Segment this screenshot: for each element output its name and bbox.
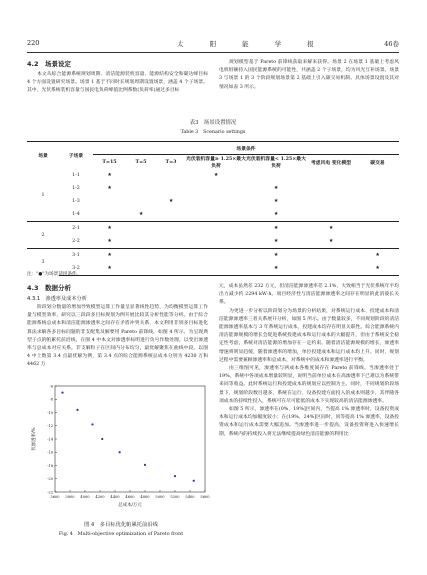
condition-empty	[186, 195, 246, 208]
section-title-4-3: 4.3 数据分析	[27, 284, 72, 292]
col-header-scene: 场景	[27, 142, 59, 170]
condition-empty	[356, 195, 399, 208]
condition-mark: ★	[328, 239, 334, 244]
data-point	[144, 464, 146, 466]
paragraph: 为更进一步分析以阶段划分为场景的分析结果，对系统运行成本、投建成本和清洁能源渗透率三者关系展开分析，如图 5 所示。由于数量较多，不同规划阶段的清洁能源渗透率基本与 3 年系统运行成本，投建成本均存在明显关联性。综合能源系统内清洁能源规模的增长会促进系统投建成本和运行成本的大幅提升，但由于系统安全稳定性考虑，系统对清洁能源的增加存在一定约束。随着清洁能源规模的增长，渗透率增速将明显趋缓，随着渗透率的增加，单位投建成本和运行成本均上升。同时，规划过程中需要兼顾渗透率和总成本，对系统中的成本和渗透率进行平衡。	[219, 308, 399, 363]
figure-caption-en: Fig. 4 Multi-objective optimization of Pareto front	[58, 532, 184, 537]
y-tick-label: -20	[47, 477, 53, 482]
scene-cell: 3	[27, 249, 59, 276]
condition-empty	[156, 235, 186, 249]
x-tick-label: 5600	[200, 495, 210, 499]
condition-empty	[126, 169, 156, 182]
condition-mark: ★	[107, 173, 112, 178]
condition-empty	[186, 262, 246, 276]
condition-empty	[156, 208, 186, 222]
sub-scene-cell: 2-1	[59, 222, 93, 236]
data-point	[61, 392, 63, 394]
sub-scene-cell: 1-1	[72, 173, 80, 178]
x-tick-label: 4600	[125, 495, 135, 499]
sub-scene-cell: 1-3	[72, 199, 80, 204]
condition-empty	[156, 169, 186, 182]
figure-caption: 图 4 多目标优化帕累托前沿线	[84, 522, 158, 528]
cond-carbon-trade: 碳交易	[370, 159, 385, 166]
condition-empty	[186, 222, 246, 236]
condition-empty	[93, 208, 126, 222]
condition-mark: ★	[246, 262, 306, 276]
condition-mark: ★	[273, 212, 279, 217]
cond-t3: T=3	[165, 159, 177, 165]
condition-mark: ★	[246, 222, 306, 236]
condition-empty	[186, 208, 246, 222]
plot-frame	[55, 386, 205, 492]
sub-scene-cell: 1-2	[72, 186, 80, 191]
x-tick-label: 5200	[170, 495, 180, 499]
y-tick-label: -10	[47, 410, 53, 415]
cond-pv-low: 光伏装机容量< 1.25×最大负荷	[246, 156, 306, 169]
sub-scene-cell: 3-2	[59, 262, 93, 276]
col-header-conditions: 场景条件	[93, 142, 399, 155]
condition-empty	[306, 182, 356, 195]
paragraph: 阶段划分数量的增加导致模型运算工作量呈显著线性趋势，为均衡模型运算工作量与模型效率，研究以三段段多目标规划为例开展比较其分析性能等分析。由于综合能源系统总成本和清洁能源渗透率之间存在矛盾冲突关系，本文利用非别多目标进化算法求解各多目标问题的非支配集及解要用 Pareto 前锋线，如图 4 所示。为呈现典型子点的帕累托前沿线，在图 4 中本文对渗透率标明进行负号作数处理。以变出渗透率与总成本对应关系。非支解粒子在区间内分布均匀，最优解聚焦在曲线中段。以图 4 中上数第 3.4 点最优解为例，第 3.4 点的综合能源系统总成本分别为 4230 万和 4462 万	[27, 305, 208, 368]
condition-empty	[156, 249, 186, 263]
condition-empty	[306, 249, 356, 263]
table-row	[27, 195, 399, 208]
condition-empty	[356, 208, 399, 222]
paragraph: 元，成本虽然差 232 万元，但清洁能源渗透率差 2.1%，大致相当于光伏系统年平均出力减少约 2294 kW·h。项目经济性与清洁能源渗透率之间存在明显的此消彼长关系。	[219, 284, 399, 306]
condition-empty	[156, 182, 186, 195]
y-axis-label: 负渗透率/%	[32, 427, 37, 451]
condition-mark: ★	[356, 262, 399, 276]
data-point	[101, 438, 103, 440]
sub-scene-cell: 1-4	[72, 212, 80, 217]
x-tick-label: 4200	[95, 495, 105, 499]
table-row	[27, 262, 399, 276]
table-caption: 表3 场景设置情况	[189, 120, 237, 126]
condition-empty	[186, 235, 246, 249]
scenario-table	[27, 141, 399, 276]
x-tick-label: 4800	[140, 495, 150, 499]
y-tick-label: -8	[49, 397, 53, 402]
data-point	[174, 475, 176, 477]
table-note: 注："●"为场景适用条件。	[27, 272, 82, 277]
x-tick-label: 3600	[50, 495, 60, 499]
y-tick-label: -18	[47, 463, 53, 468]
section-title-4-2: 4.2 场景设定	[27, 60, 72, 68]
condition-empty	[126, 262, 156, 276]
table-row	[27, 208, 399, 222]
condition-mark: ★	[138, 212, 144, 217]
subsection-title-4-3-1: 4.3.1 渗透率及成本分析	[27, 296, 87, 302]
condition-empty	[356, 222, 399, 236]
left-top-column	[27, 59, 208, 96]
condition-mark: ★	[93, 249, 126, 263]
x-tick-label: 4400	[110, 495, 120, 499]
sub-scene-cell: 3-1	[59, 249, 93, 263]
page-number: 220	[27, 39, 40, 47]
x-tick-label: 5000	[155, 495, 165, 499]
pareto-front-chart	[27, 380, 215, 515]
condition-mark: ★	[356, 249, 399, 263]
left-bottom-column	[27, 283, 208, 370]
condition-mark: ★	[273, 199, 279, 204]
right-top-column	[219, 59, 399, 92]
condition-mark: ★	[107, 186, 112, 191]
paragraph: 本文从综合能源系统规划周期、清洁能源装机容量、能源结构安全和碳达峰目标 4 个方面设置研究场景。场景 1 基于不同时长规划周期设置场景，涵盖 4 个子场景。其中，光伏系统装机容量与国民电负荷峰值比例系数(负荷率)通过多目标	[27, 72, 208, 94]
data-point	[119, 451, 121, 453]
condition-empty	[156, 262, 186, 276]
x-tick-label: 4000	[80, 495, 90, 499]
y-tick-label: -16	[47, 450, 53, 455]
table-row	[27, 249, 399, 263]
condition-empty	[306, 169, 356, 182]
condition-empty	[186, 249, 246, 263]
paragraph: 如图 5 所示，渗透率在(0%，19%]区间内，当提高 1% 渗透率时，设备投资成本和运行成本均加幅度较小；在(19%，24%]区间时，同等提高 1% 渗透率，设备投资成本和运行成本需要大幅追加。当渗透率进一步提高，设备投资将进入快速增长期，系统内的持续投入将无法继续提高绿色清洁能源的利用比	[219, 407, 399, 437]
condition-empty	[126, 235, 156, 249]
condition-mark: ★	[306, 222, 356, 236]
condition-empty	[126, 249, 156, 263]
col-header-sub-scene: 子场景	[59, 142, 93, 170]
condition-empty	[356, 235, 399, 249]
condition-empty	[93, 195, 126, 208]
data-point	[76, 409, 78, 411]
condition-mark: ★	[246, 249, 306, 263]
condition-mark: ★	[273, 186, 279, 191]
condition-empty	[246, 169, 306, 182]
data-point	[193, 480, 195, 482]
page-header	[27, 39, 399, 51]
table-row	[27, 222, 399, 236]
table-row	[27, 169, 399, 182]
data-point	[91, 423, 93, 425]
cond-pv-high: 光伏装机容量≥ 1.25×最大负荷	[186, 156, 246, 169]
condition-empty	[306, 208, 356, 222]
table-row	[27, 235, 399, 249]
condition-mark: ★	[93, 262, 126, 276]
condition-mark: ★	[168, 199, 174, 204]
y-tick-label: -22	[47, 490, 53, 495]
table-caption-en: Table 3 Scenario settings	[180, 130, 246, 135]
condition-empty	[156, 222, 186, 236]
cond-t5: T=5	[135, 159, 147, 165]
table-row	[27, 182, 399, 195]
y-tick-label: -6	[49, 384, 53, 389]
y-tick-label: -12	[47, 424, 53, 429]
volume-label: 46卷	[384, 40, 399, 48]
condition-empty	[356, 169, 399, 182]
scene-cell: 1	[41, 192, 45, 198]
right-bottom-column	[219, 283, 399, 439]
condition-mark: ★	[213, 173, 219, 178]
sub-scene-cell: 2-2	[72, 239, 80, 244]
paragraph: 由三维图可见，渗透率与两成本各维度间存在 Pareto 前锋线。当渗透率处于 19%，系统中各项成本增量较明显，说明当前单位成本在高渗透率下已难以为系统带来同等收益。此时系统运行和投建成本的规划应以控制为主。同时，不同规划阶段场景下，规划阶段数目越多，系统在运行、设备投建方面投入的成本则越少，其伴随各项成本的持续性投入，系统可在尽可能低的成本下实现较高的清洁能源渗透率。	[219, 366, 399, 404]
x-axis-label: 总成本/万元	[118, 503, 142, 508]
x-tick-label: 5400	[185, 495, 195, 499]
scene-cell: 2	[27, 222, 59, 249]
journal-title: 太 阳 能 学 报	[177, 40, 326, 48]
condition-mark: ★	[93, 222, 126, 236]
condition-empty	[126, 222, 156, 236]
cond-wind: 考虑风电 变化模型	[310, 159, 352, 166]
condition-mark: ★	[273, 239, 279, 244]
cond-t15: T=15	[102, 159, 117, 165]
condition-mark: ★	[107, 239, 112, 244]
condition-empty	[306, 195, 356, 208]
header-rule	[27, 52, 399, 53]
condition-empty	[356, 182, 399, 195]
condition-empty	[126, 195, 156, 208]
condition-empty	[126, 182, 156, 195]
condition-empty	[186, 182, 246, 195]
x-tick-label: 3800	[65, 495, 75, 499]
y-tick-label: -14	[47, 437, 53, 442]
condition-empty	[306, 262, 356, 276]
paragraph: 规划模型基于 Pareto 前锋线获取来解来获得。场景 2 在场景 1 基础上考虑风电机组额持入国民能源系统的可能性，共涵盖 2 个子场景，均为风光互补场景。场景 3 与场景 1 的 3 个阶段规划场景第 2 基础上引入碳交易机制。具体场景设置及其对情况如表 3 所示。	[219, 60, 399, 90]
